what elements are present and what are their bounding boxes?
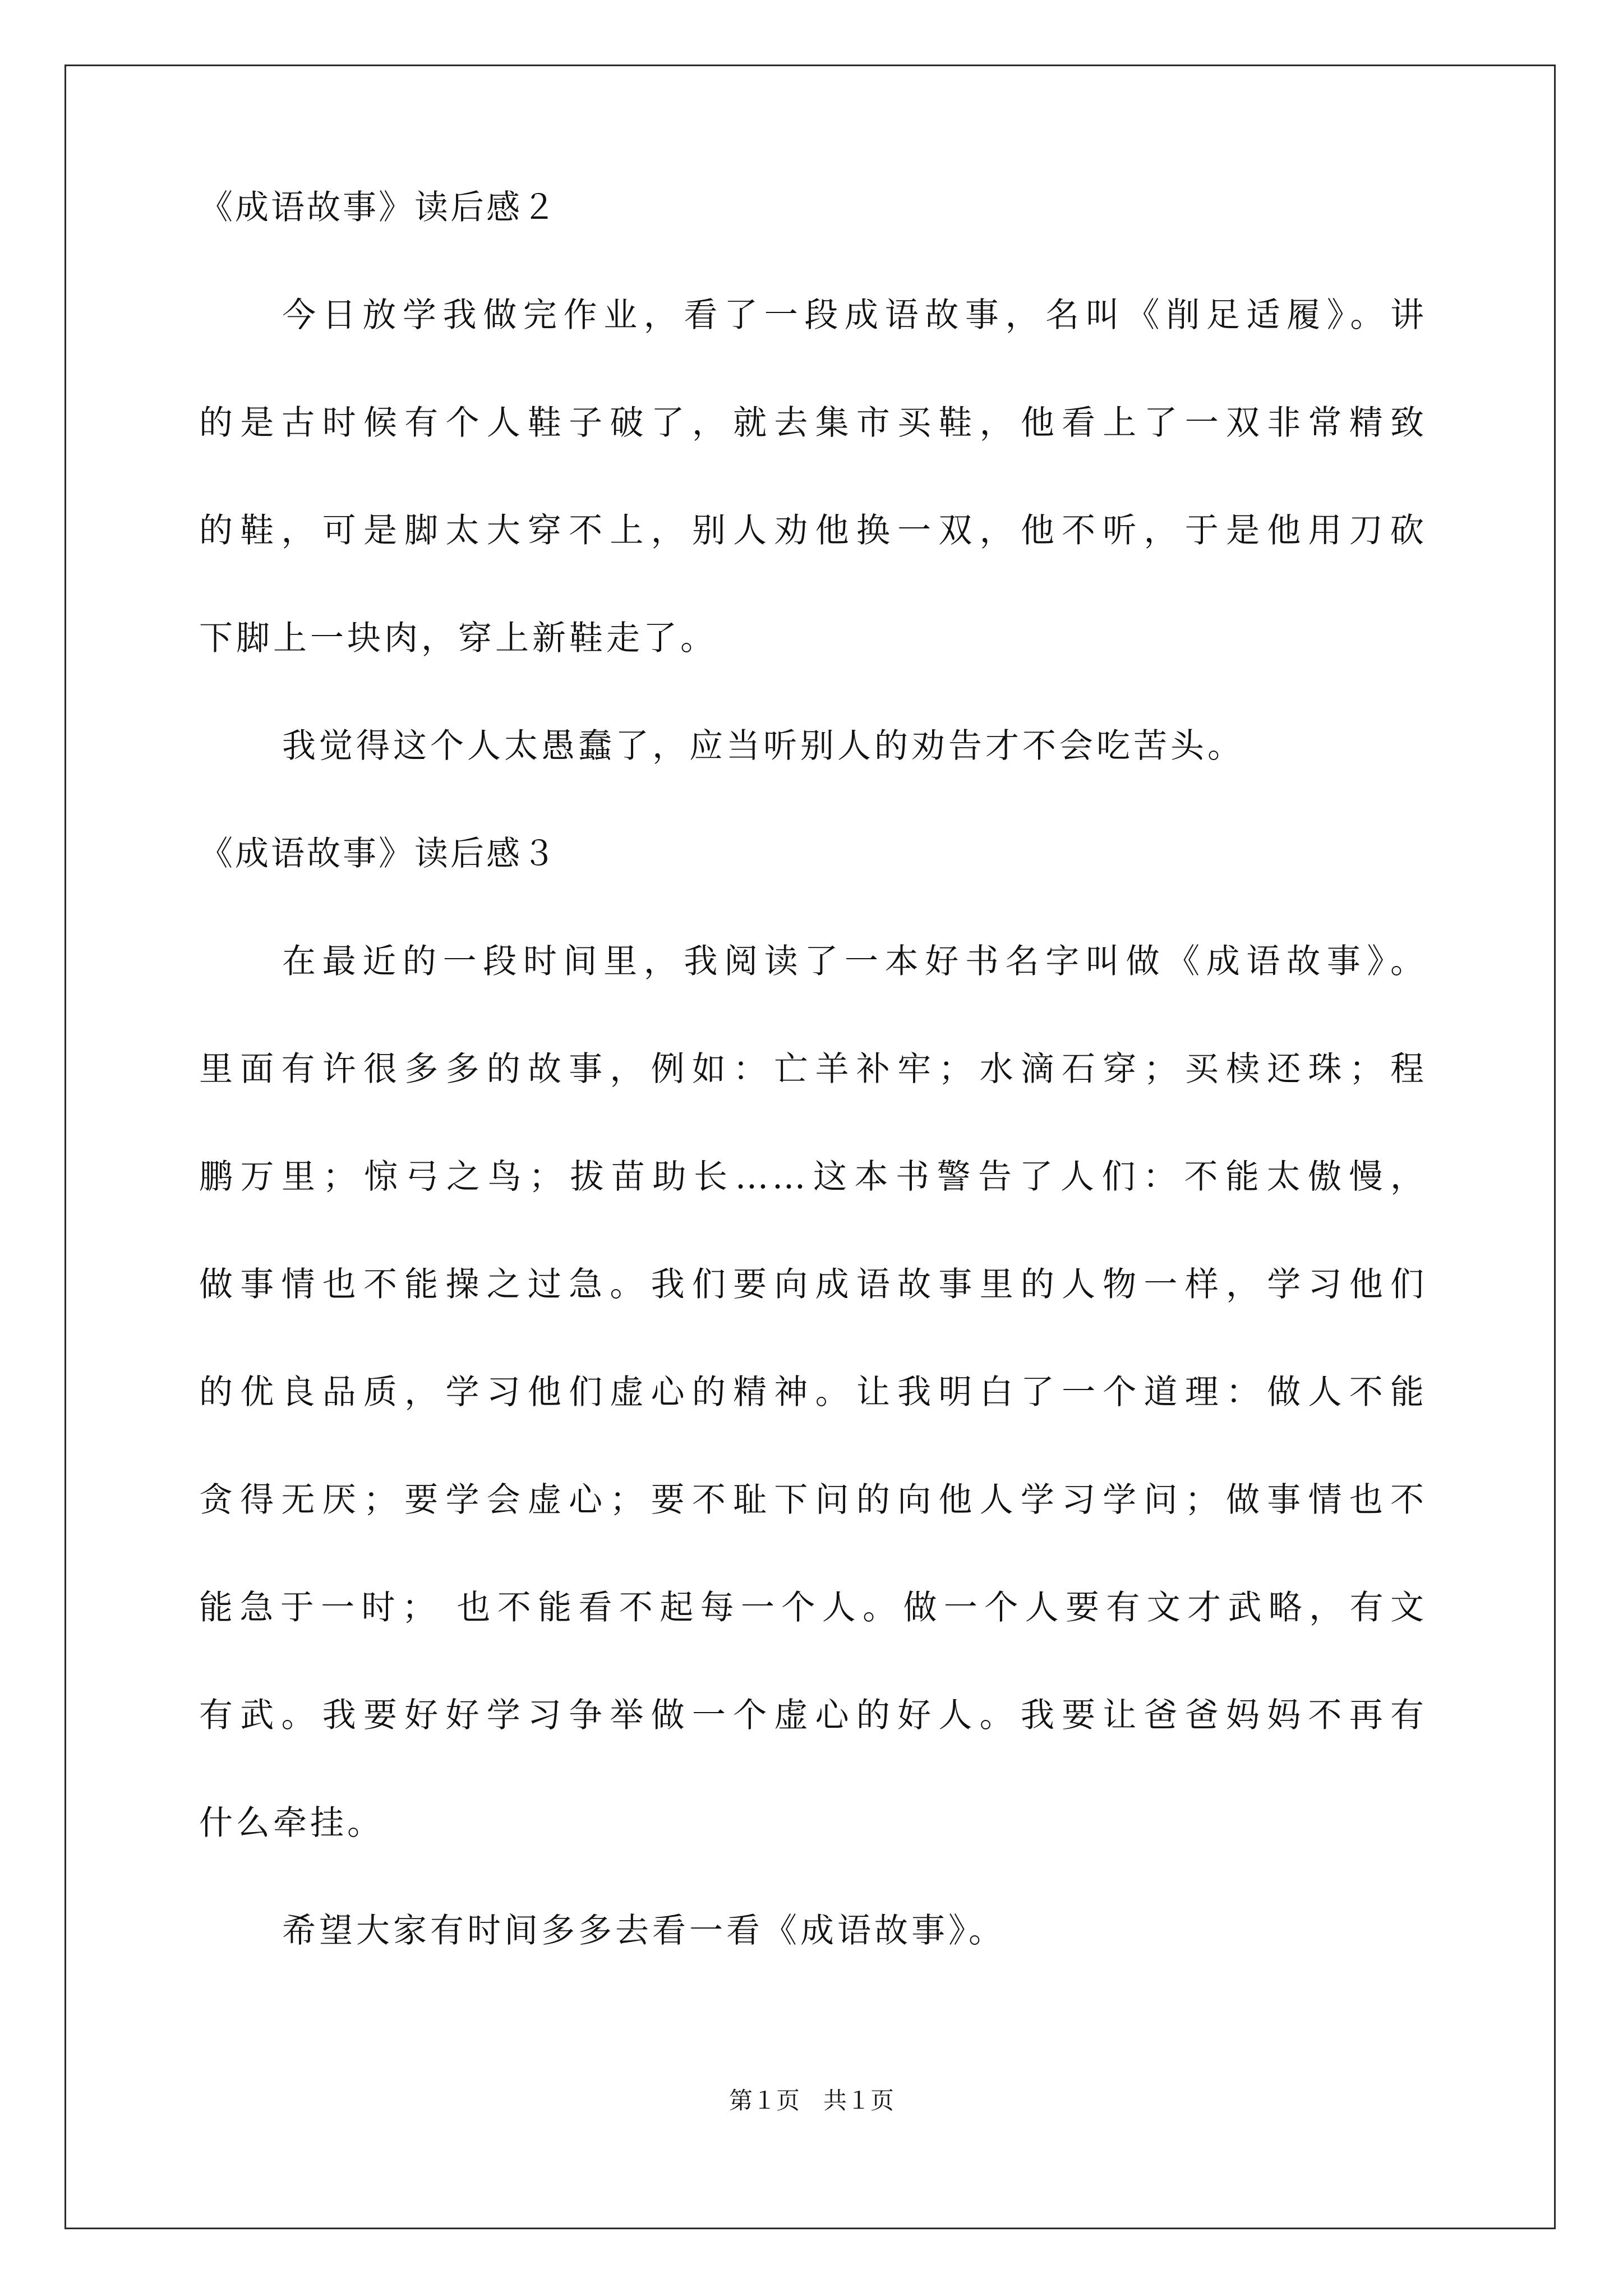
text-line: 有武。我要好好学习争举做一个虚心的好人。我要让爸爸妈妈不再有 xyxy=(199,1696,1427,1735)
text-line: 希望大家有时间多多去看一看《成语故事》。 xyxy=(282,1911,1006,1950)
section2-paragraph-1 xyxy=(199,296,1427,658)
section-title-3: 《成语故事》读后感３ xyxy=(199,834,558,873)
text-line: 什么牵挂。 xyxy=(199,1803,384,1843)
section3-paragraph-2 xyxy=(199,1911,1427,1950)
text-line: 的鞋，可是脚太大穿不上，别人劝他换一双，他不听，于是他用刀砍 xyxy=(199,511,1427,550)
section-title-2: 《成语故事》读后感２ xyxy=(199,188,558,227)
text-line: 里面有许很多多的故事，例如：亡羊补牢；水滴石穿；买椟还珠；程 xyxy=(199,1050,1427,1089)
text-line: 的优良品质，学习他们虚心的精神。让我明白了一个道理：做人不能 xyxy=(199,1373,1427,1412)
document-body xyxy=(199,188,1427,1950)
page-number-footer: 第１页 共１页 xyxy=(728,2087,894,2114)
text-line: 在最近的一段时间里，我阅读了一本好书名字叫做《成语故事》。 xyxy=(282,942,1427,981)
section2-paragraph-2 xyxy=(199,726,1427,766)
text-line: 能急于一时； 也不能看不起每一个人。做一个人要有文才武略，有文 xyxy=(199,1588,1427,1627)
text-line: 做事情也不能操之过急。我们要向成语故事里的人物一样，学习他们 xyxy=(199,1265,1427,1304)
section3-paragraph-1 xyxy=(199,942,1427,1843)
text-line: 鹏万里；惊弓之鸟；拔苗助长……这本书警告了人们：不能太傲慢， xyxy=(199,1157,1427,1197)
text-line: 下脚上一块肉，穿上新鞋走了。 xyxy=(199,619,717,658)
text-line: 我觉得这个人太愚蠢了，应当听别人的劝告才不会吃苦头。 xyxy=(282,726,1244,766)
text-line: 今日放学我做完作业，看了一段成语故事，名叫《削足适履》。讲 xyxy=(282,296,1427,335)
text-line: 的是古时候有个人鞋子破了，就去集市买鞋，他看上了一双非常精致 xyxy=(199,403,1427,443)
text-line: 贪得无厌；要学会虚心；要不耻下问的向他人学习学问；做事情也不 xyxy=(199,1480,1427,1520)
